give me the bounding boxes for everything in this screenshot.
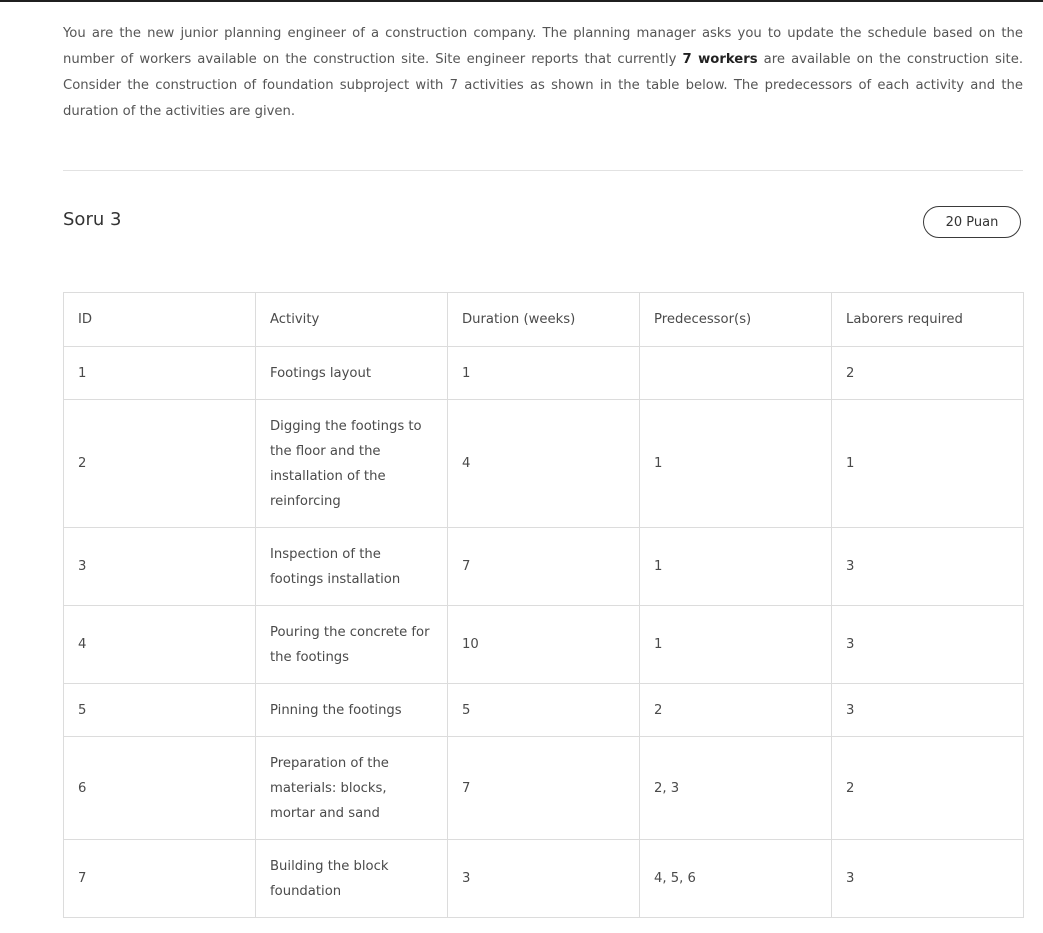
- cell-laborers: 1: [832, 400, 1024, 528]
- cell-id: 2: [64, 400, 256, 528]
- cell-id: 5: [64, 684, 256, 737]
- cell-duration: 7: [448, 737, 640, 840]
- cell-activity: Digging the footings to the floor and the installation of the reinforcing: [256, 400, 448, 528]
- header-id: ID: [64, 293, 256, 347]
- top-border: [0, 0, 1043, 2]
- cell-duration: 1: [448, 347, 640, 400]
- cell-duration: 10: [448, 606, 640, 684]
- cell-predecessors: 1: [640, 606, 832, 684]
- table-row: [64, 347, 1024, 400]
- header-laborers: Laborers required: [832, 293, 1024, 347]
- cell-laborers: 3: [832, 840, 1024, 918]
- activities-table: [63, 292, 1024, 918]
- cell-activity: Building the block foundation: [256, 840, 448, 918]
- cell-id: 4: [64, 606, 256, 684]
- intro-workers-count: 7 workers: [682, 52, 758, 67]
- cell-id: 1: [64, 347, 256, 400]
- question-title: Soru 3: [63, 209, 122, 230]
- cell-id: 3: [64, 528, 256, 606]
- cell-laborers: 2: [832, 347, 1024, 400]
- cell-laborers: 3: [832, 684, 1024, 737]
- cell-predecessors: 2: [640, 684, 832, 737]
- cell-duration: 3: [448, 840, 640, 918]
- intro-text-part2: are available on the construction site. Consider the construction of foundation subproject with 7 activities as shown in the table below. The predecessors of each activity and the duration of the activities are given.: [63, 52, 1024, 119]
- header-activity: Activity: [256, 293, 448, 347]
- cell-activity: Pouring the concrete for the footings: [256, 606, 448, 684]
- table-header-row: [64, 293, 1024, 347]
- cell-activity: Inspection of the footings installation: [256, 528, 448, 606]
- table-row: [64, 737, 1024, 840]
- table-row: [64, 840, 1024, 918]
- section-divider: [63, 170, 1023, 171]
- cell-activity: Pinning the footings: [256, 684, 448, 737]
- header-duration: Duration (weeks): [448, 293, 640, 347]
- header-predecessors: Predecessor(s): [640, 293, 832, 347]
- cell-activity: Footings layout: [256, 347, 448, 400]
- cell-duration: 5: [448, 684, 640, 737]
- cell-activity: Preparation of the materials: blocks, mortar and sand: [256, 737, 448, 840]
- cell-duration: 4: [448, 400, 640, 528]
- cell-laborers: 2: [832, 737, 1024, 840]
- table-row: [64, 606, 1024, 684]
- cell-predecessors: 2, 3: [640, 737, 832, 840]
- cell-predecessors: 1: [640, 528, 832, 606]
- intro-text-part1: You are the new junior planning engineer of a construction company. The planning manager asks you to update the schedule based on the number of workers available on the construction site. Site engineer reports that currently: [63, 26, 1023, 67]
- cell-id: 7: [64, 840, 256, 918]
- table-row: [64, 528, 1024, 606]
- question-description: [63, 21, 1023, 125]
- cell-id: 6: [64, 737, 256, 840]
- cell-predecessors: 1: [640, 400, 832, 528]
- table-row: [64, 684, 1024, 737]
- cell-predecessors: [640, 347, 832, 400]
- cell-predecessors: 4, 5, 6: [640, 840, 832, 918]
- points-badge: 20 Puan: [923, 206, 1021, 238]
- cell-duration: 7: [448, 528, 640, 606]
- cell-laborers: 3: [832, 528, 1024, 606]
- table-row: [64, 400, 1024, 528]
- cell-laborers: 3: [832, 606, 1024, 684]
